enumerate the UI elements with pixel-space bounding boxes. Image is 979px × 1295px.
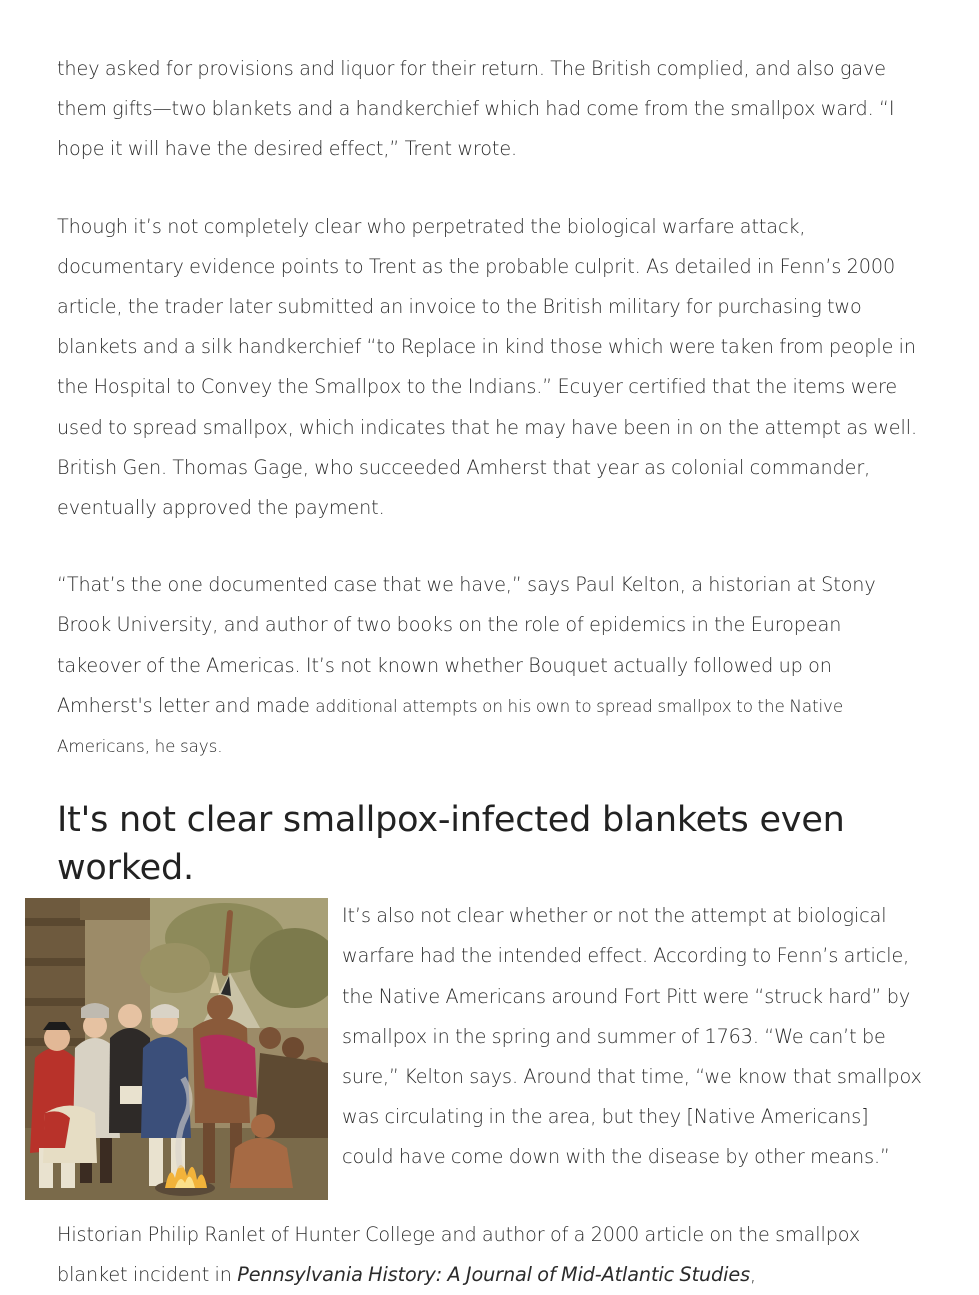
- paragraph-kelton-quote: [57, 565, 925, 766]
- section-heading: It's not clear smallpox-infected blankets even worked.: [57, 800, 845, 889]
- historical-painting-illustration: [25, 898, 328, 1200]
- paragraph-effect-unclear: It’s also not clear whether or not the attempt at biological warfare had the intended effect. According to Fenn’s article, the Native Americans around Fort Pitt were “struck hard” by smallpox in the spring and summer of 1763. “We can’t be sure,” Kelton says. Around that time, “we know that smallpox was circulating in the area, but they [Native Americans] could have come down with the disease by other means.”: [342, 904, 922, 1169]
- paragraph-ranlet-start: Historian Philip Ranlet of Hunter College and author of a 2000 article on the smallpox blanket incident in: [57, 1222, 861, 1286]
- paragraph-provisions: they asked for provisions and liquor for their return. The British complied, and also gave them gifts—two blankets and a handkerchief which had come from the smallpox ward. “I hope it will have the desired effect,” Trent wrote.: [57, 57, 895, 161]
- wrapped-section: [57, 896, 925, 1295]
- paragraph-ranlet-end: ,: [749, 1262, 756, 1286]
- paragraph-kelton-main: “That’s the one documented case that we have,” says Paul Kelton, a historian at Stony Brook University, and author of two books on the role of epidemics in the European takeover of the Americas. It’s not known whether Bouquet actually followed up on Amherst's letter and made: [57, 573, 876, 717]
- paragraph-ranlet: [57, 1215, 925, 1295]
- article-body: [57, 49, 925, 1295]
- paragraph-kelton-tail: additional attempts on his own to spread smallpox to the Native Americans, he says.: [57, 695, 844, 757]
- paragraph-trent-culprit: Though it’s not completely clear who perpetrated the biological warfare attack, documentary evidence points to Trent as the probable culprit. As detailed in Fenn’s 2000 article, the trader later submitted an invoice to the British military for purchasing two blankets and a silk handkerchief “to Replace in kind those which were taken from people in the Hospital to Convey the Smallpox to the Indians.” Ecuyer certified that the items were used to spread smallpox, which indicates that he may have been in on the attempt as well. British Gen. Thomas Gage, who succeeded Amherst that year as colonial commander, eventually approved the payment.: [57, 214, 917, 520]
- journal-title: Pennsylvania History: A Journal of Mid-Atlantic Studies: [237, 1262, 750, 1286]
- article-illustration: [25, 898, 328, 1200]
